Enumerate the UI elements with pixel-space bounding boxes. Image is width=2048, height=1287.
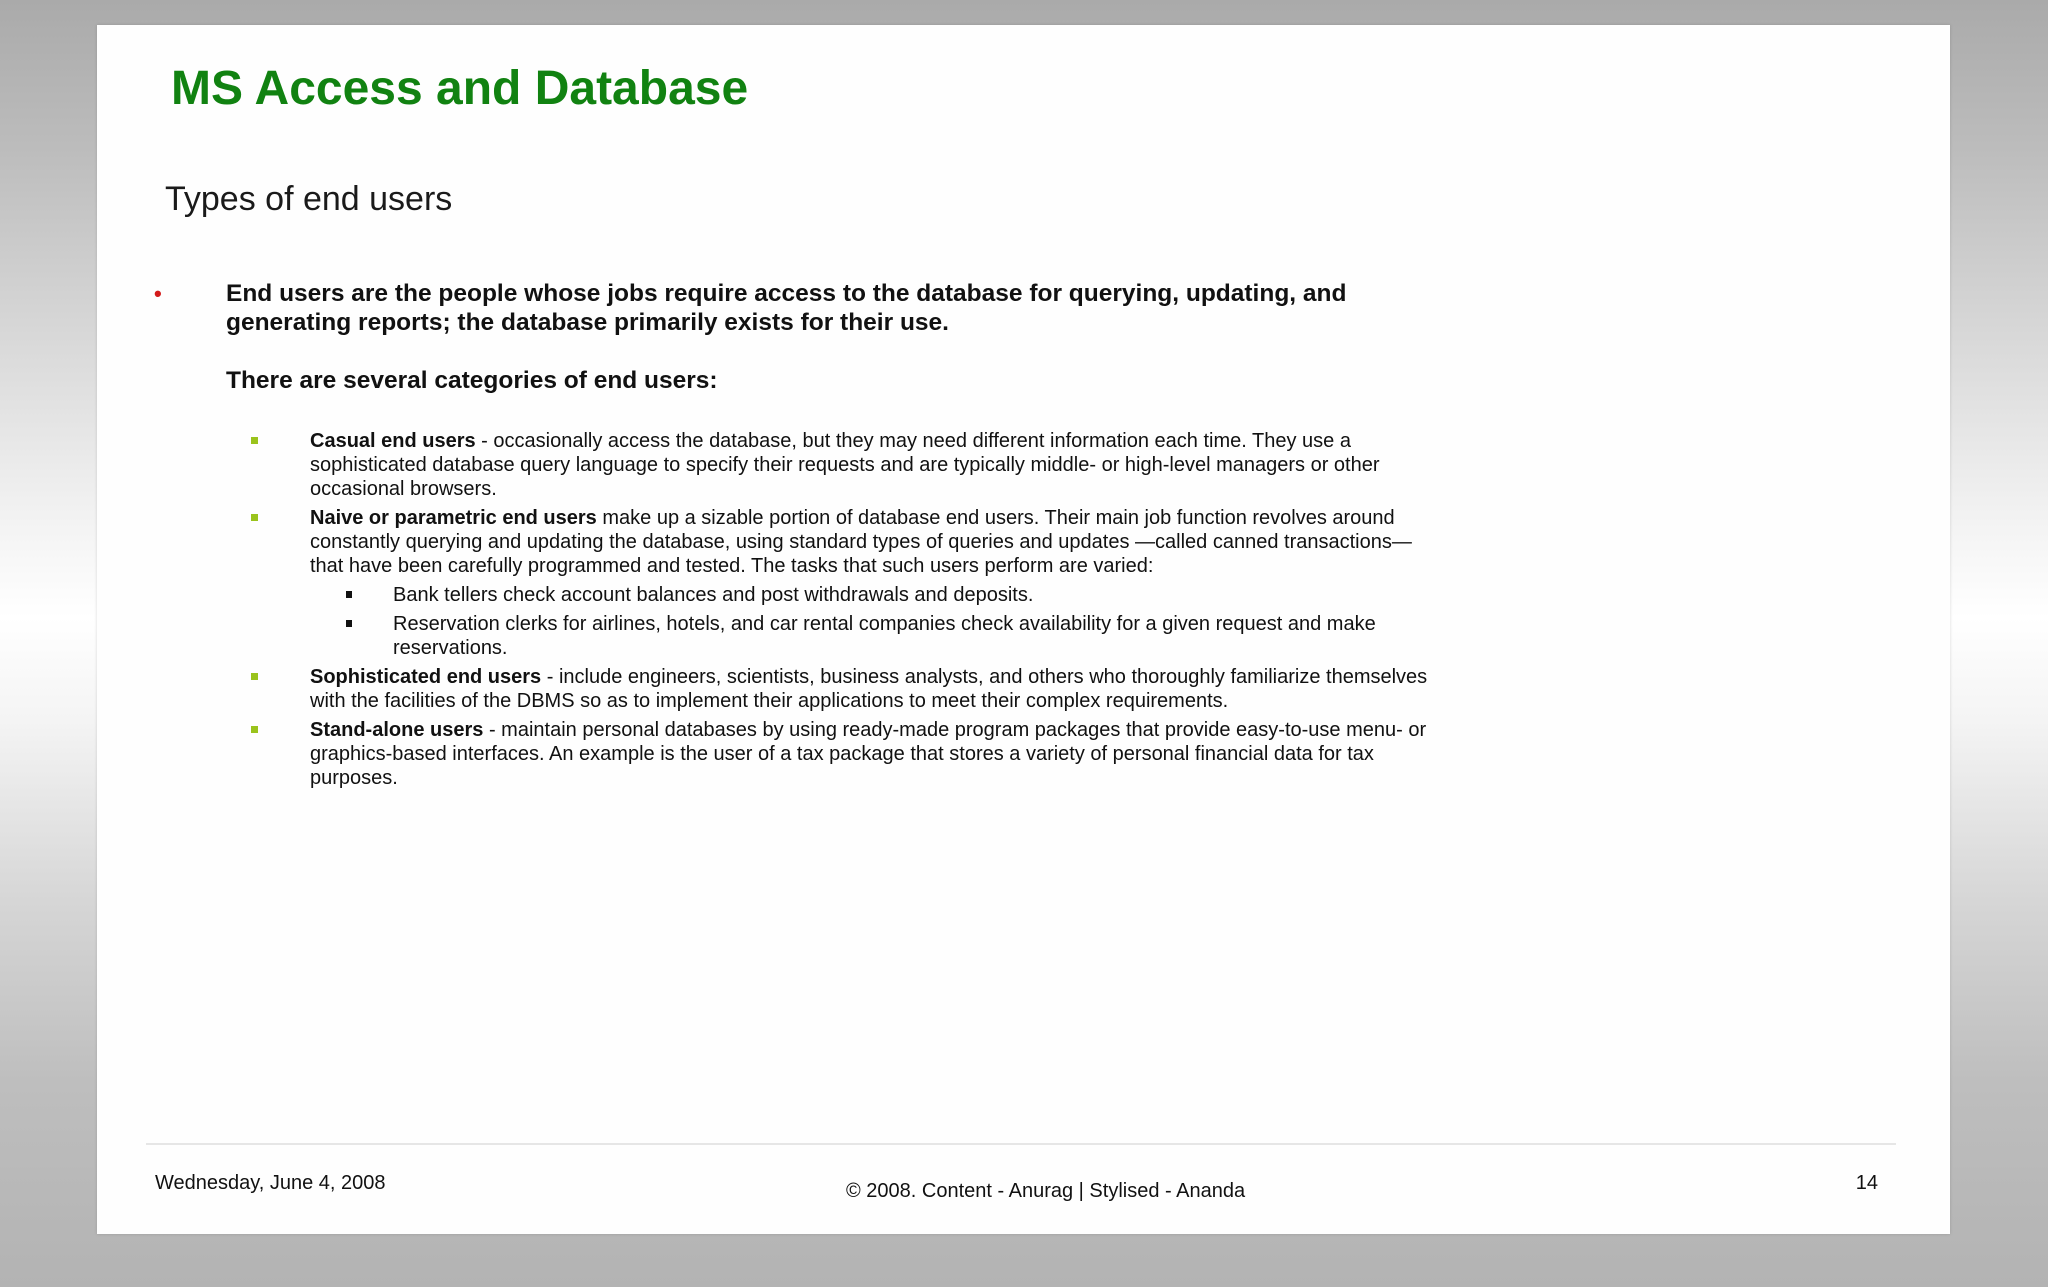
slide-content xyxy=(97,279,1428,795)
black-square-bullet-icon xyxy=(346,591,352,598)
list-item xyxy=(97,583,1440,607)
category-description: - occasionally access the database, but they may need different information each time. They use a sophisticated database query language to specify their requests and are typically middle- or high-level managers or other occasional browsers. xyxy=(310,430,1380,500)
categories-list xyxy=(97,429,1428,790)
green-square-bullet-icon xyxy=(251,673,258,680)
black-square-bullet-icon xyxy=(346,620,352,627)
category-term: Naive or parametric end users xyxy=(310,507,597,529)
categories-heading: There are several categories of end users: xyxy=(226,367,718,394)
category-term: Casual end users xyxy=(310,430,476,452)
page-number: 14 xyxy=(1855,1172,1878,1194)
slide xyxy=(97,25,1950,1234)
category-term: Sophisticated end users xyxy=(310,666,542,688)
slide-title: MS Access and Database xyxy=(171,62,749,115)
category-description: - include engineers, scientists, business analysts, and others who thoroughly familiarize themselves with the facilities of the DBMS so as to implement their applications to meet their complex requirements. xyxy=(310,666,1428,712)
example-text: Reservation clerks for airlines, hotels, and car rental companies check availability for a given request and make reservations. xyxy=(393,613,1376,659)
red-bullet-icon: • xyxy=(154,281,162,306)
list-item xyxy=(97,718,1440,790)
list-item xyxy=(97,429,1440,501)
examples-list xyxy=(97,583,1397,660)
footer-copyright: © 2008. Content - Anurag | Stylised - Ananda xyxy=(846,1180,1246,1202)
main-bullet xyxy=(97,279,1386,395)
footer-divider xyxy=(146,1143,1896,1145)
category-description: - maintain personal databases by using ready-made program packages that provide easy-to-use menu- or graphics-based interfaces. An example is the user of a tax package that stores a variety of personal financial data for tax purposes. xyxy=(310,719,1427,789)
category-description: make up a sizable portion of database end users. Their main job function revolves around constantly querying and updating the database, using standard types of queries and updates —called canned transactions—that have been carefully programmed and tested. The tasks that such users perform are varied: xyxy=(310,507,1412,577)
category-term: Stand-alone users xyxy=(310,719,484,741)
list-item xyxy=(97,612,1440,660)
list-item xyxy=(97,665,1440,713)
green-square-bullet-icon xyxy=(251,437,258,444)
green-square-bullet-icon xyxy=(251,726,258,733)
intro-paragraph: End users are the people whose jobs require access to the database for querying, updating, and generating reports; the database primarily exists for their use. xyxy=(226,280,1347,336)
footer-date: Wednesday, June 4, 2008 xyxy=(155,1172,386,1194)
green-square-bullet-icon xyxy=(251,514,258,521)
slide-subtitle: Types of end users xyxy=(165,180,453,218)
list-item xyxy=(97,506,1440,578)
example-text: Bank tellers check account balances and post withdrawals and deposits. xyxy=(393,584,1034,606)
